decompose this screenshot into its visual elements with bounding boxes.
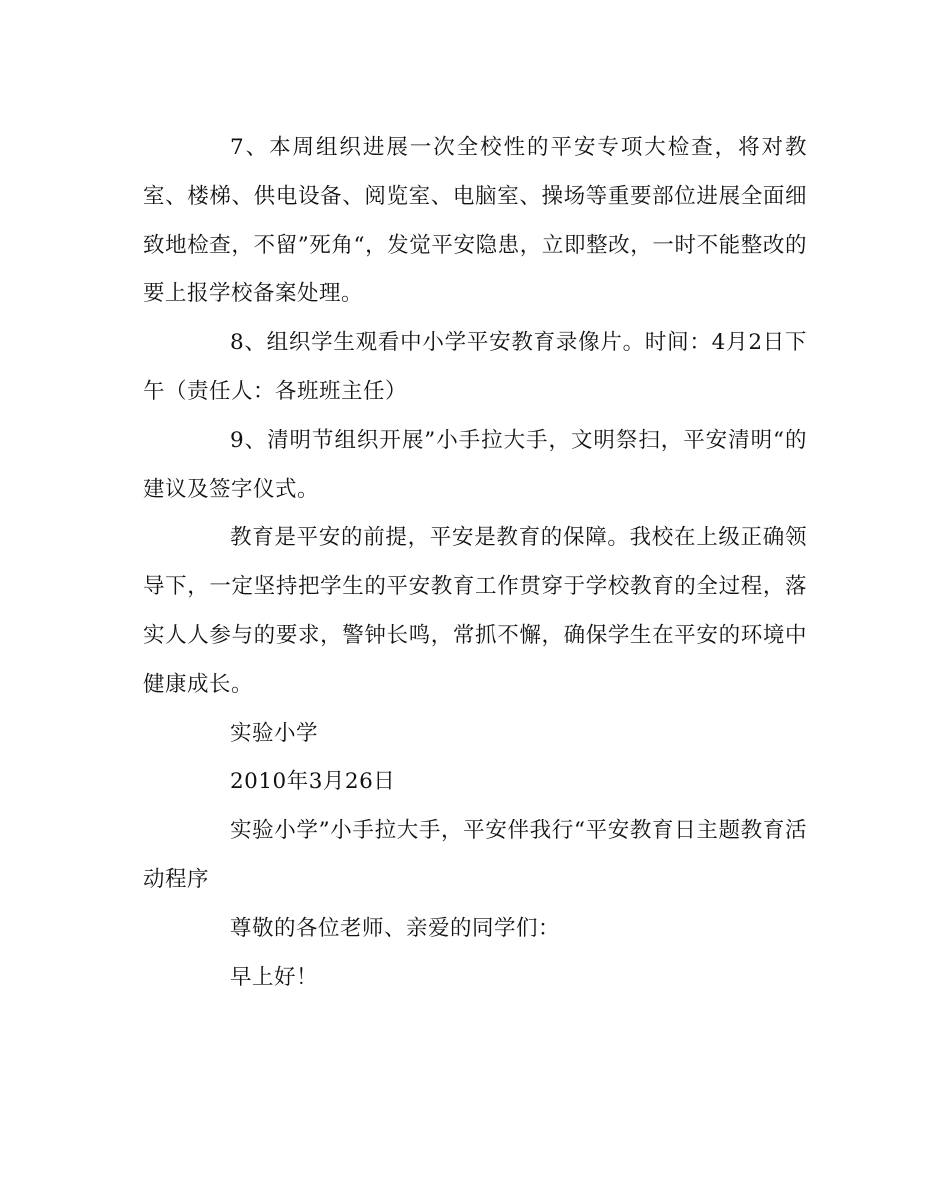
program-title: 实验小学”小手拉大手，平安伴我行“平安教育日主题教育活动程序 — [143, 818, 807, 892]
paragraph-item-7: 7、本周组织进展一次全校性的平安专项大检查，将对教室、楼梯、供电设备、阅览室、电脑室、操场等重要部位进展全面细致地检查，不留”死角“，发觉平安隐患，立即整改，一时不能整改的要上报学校备案处理。 — [143, 135, 807, 307]
greeting-line: 尊敬的各位老师、亲爱的同学们： — [230, 915, 561, 941]
paragraph-item-8: 8、组织学生观看中小学平安教育录像片。时间：4月2日下午（责任人：各班班主任） — [143, 330, 807, 404]
signature-date: 2010年3月26日 — [230, 769, 396, 795]
paragraph-item-9: 9、清明节组织开展”小手拉大手，文明祭扫，平安清明“的建议及签字仪式。 — [143, 427, 807, 502]
good-morning-line: 早上好！ — [230, 964, 319, 990]
document-body — [143, 124, 807, 1002]
signature-school: 实验小学 — [230, 720, 319, 746]
paragraph-summary: 教育是平安的前提，平安是教育的保障。我校在上级正确领导下，一定坚持把学生的平安教育工作贯穿于学校教育的全过程，落实人人参与的要求，警钟长鸣，常抓不懈，确保学生在平安的环境中健康成长。 — [143, 525, 807, 697]
